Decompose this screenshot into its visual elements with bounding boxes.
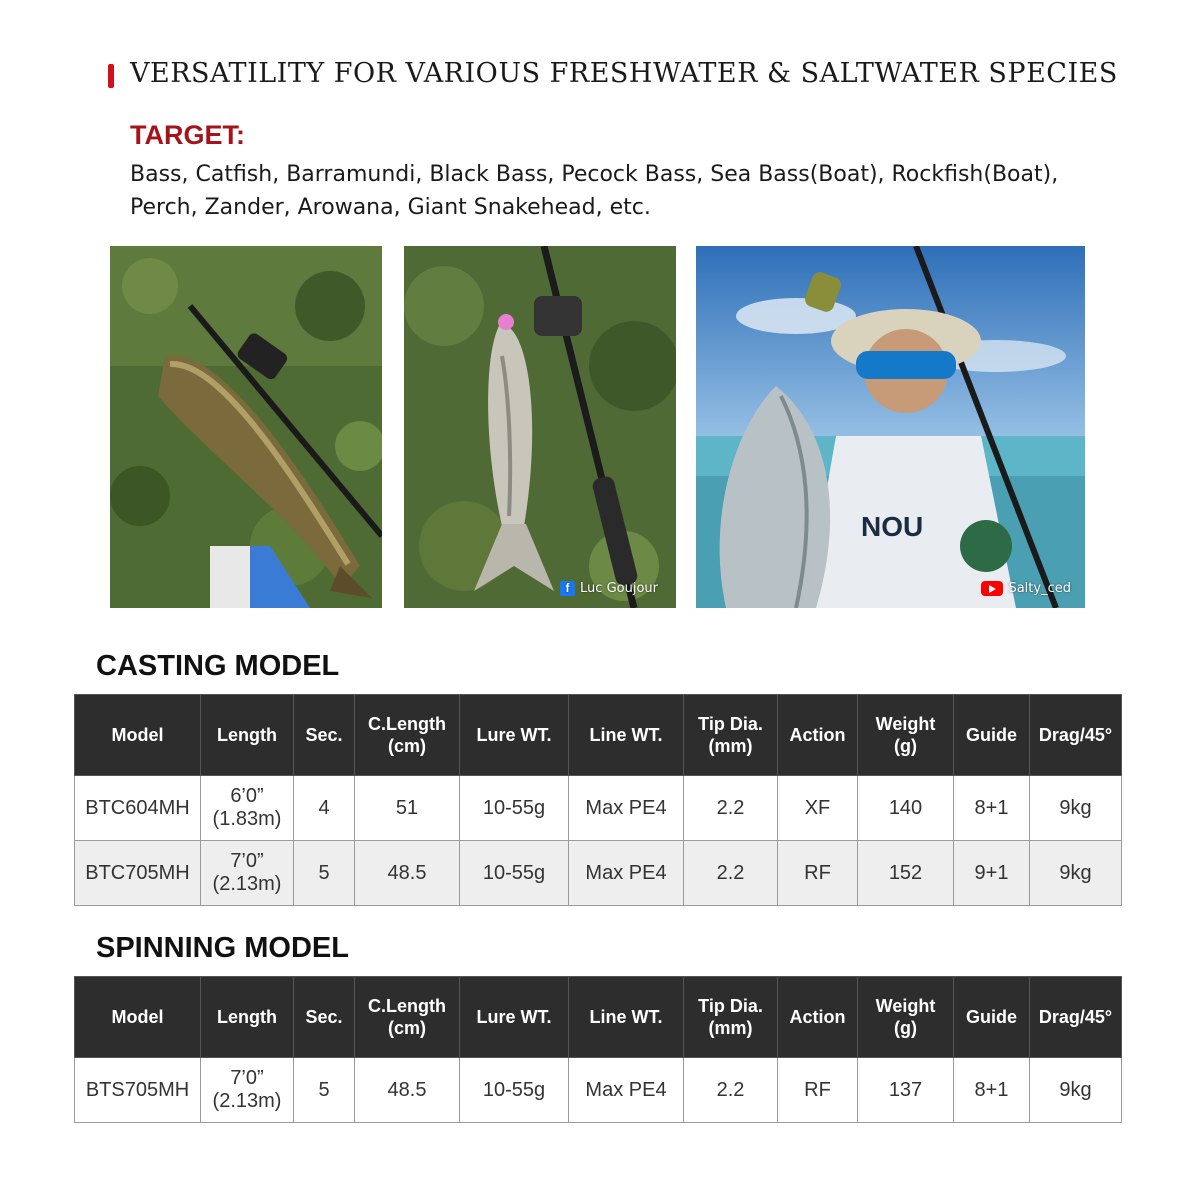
col-drag: Drag/45° [1030,695,1122,776]
cell-action: RF [778,841,858,906]
cell-tip-dia: 2.2 [684,1058,778,1123]
col-clength: C.Length (cm) [355,977,460,1058]
table-row [75,841,1122,906]
cell-line-wt: Max PE4 [569,1058,684,1123]
cell-lure-wt: 10-55g [460,1058,569,1123]
col-clength: C.Length (cm) [355,695,460,776]
angler-photo-illustration [696,246,1085,608]
photo-credit-name: Luc Goujour [580,581,658,596]
cell-weight: 140 [858,776,954,841]
spinning-spec-table [74,976,1122,1123]
pike-photo-illustration [110,246,382,608]
target-label: TARGET: [130,120,245,150]
cell-model: BTC604MH [75,776,201,841]
cell-length: 7’0” (2.13m) [201,1058,294,1123]
cell-drag: 9kg [1030,1058,1122,1123]
page-title: VERSATILITY FOR VARIOUS FRESHWATER & SALTWATER SPECIES [130,58,1118,89]
col-tip-dia: Tip Dia. (mm) [684,695,778,776]
cell-lure-wt: 10-55g [460,841,569,906]
col-length: Length [201,695,294,776]
header-accent-bar [108,64,114,88]
cell-lure-wt: 10-55g [460,776,569,841]
cell-drag: 9kg [1030,841,1122,906]
col-weight: Weight (g) [858,695,954,776]
cell-weight: 137 [858,1058,954,1123]
casting-spec-table [74,694,1122,906]
casting-model-title: CASTING MODEL [96,650,340,682]
cell-length: 7’0” (2.13m) [201,841,294,906]
target-species-list [130,158,1110,224]
cell-action: RF [778,1058,858,1123]
cell-guide: 8+1 [954,776,1030,841]
table-header-row [75,977,1122,1058]
cell-tip-dia: 2.2 [684,841,778,906]
col-line-wt: Line WT. [569,977,684,1058]
target-species-line: Perch, Zander, Arowana, Giant Snakehead, etc. [130,195,651,220]
cell-guide: 8+1 [954,1058,1030,1123]
col-weight: Weight (g) [858,977,954,1058]
cell-guide: 9+1 [954,841,1030,906]
photo-zander [404,246,676,608]
col-guide: Guide [954,695,1030,776]
target-species-line: Bass, Catfish, Barramundi, Black Bass, Pecock Bass, Sea Bass(Boat), Rockfish(Boat), [130,162,1059,187]
cell-sec: 4 [294,776,355,841]
table-row [75,1058,1122,1123]
col-length: Length [201,977,294,1058]
cell-weight: 152 [858,841,954,906]
col-sec: Sec. [294,695,355,776]
col-guide: Guide [954,977,1030,1058]
cell-model: BTC705MH [75,841,201,906]
table-row [75,776,1122,841]
cell-clength: 48.5 [355,841,460,906]
facebook-icon: f [560,581,575,596]
cell-drag: 9kg [1030,776,1122,841]
cell-model: BTS705MH [75,1058,201,1123]
photo-credit-name: Salty_ced [1008,581,1071,596]
photo-credit [981,581,1071,596]
col-model: Model [75,977,201,1058]
cell-tip-dia: 2.2 [684,776,778,841]
photo-pike [110,246,382,608]
col-line-wt: Line WT. [569,695,684,776]
table-header-row [75,695,1122,776]
cell-sec: 5 [294,841,355,906]
col-model: Model [75,695,201,776]
col-tip-dia: Tip Dia. (mm) [684,977,778,1058]
cell-clength: 51 [355,776,460,841]
cell-sec: 5 [294,1058,355,1123]
cell-length: 6’0” (1.83m) [201,776,294,841]
svg-text:NOU: NOU [861,511,924,542]
spinning-model-title: SPINNING MODEL [96,932,349,964]
cell-action: XF [778,776,858,841]
photo-angler [696,246,1085,608]
col-drag: Drag/45° [1030,977,1122,1058]
zander-photo-illustration [404,246,676,608]
cell-clength: 48.5 [355,1058,460,1123]
col-lure-wt: Lure WT. [460,695,569,776]
cell-line-wt: Max PE4 [569,841,684,906]
cell-line-wt: Max PE4 [569,776,684,841]
col-action: Action [778,695,858,776]
youtube-icon [981,581,1003,596]
col-sec: Sec. [294,977,355,1058]
col-lure-wt: Lure WT. [460,977,569,1058]
col-action: Action [778,977,858,1058]
photo-credit [560,581,658,596]
